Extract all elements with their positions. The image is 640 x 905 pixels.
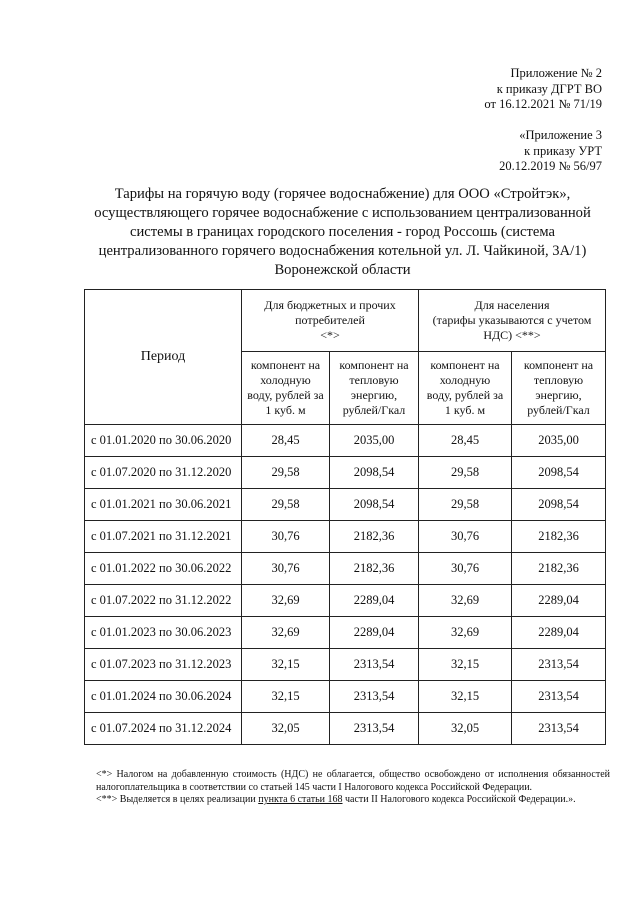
budget-heat-cell: 2035,00	[330, 425, 419, 457]
budget-cold-cell: 30,76	[242, 553, 330, 585]
title-line-2: осуществляющего горячее водоснабжение с использованием централизованной	[94, 205, 591, 221]
population-cold-water-header	[419, 352, 512, 425]
sub-header-text: компонент на	[523, 358, 594, 372]
population-cold-cell: 30,76	[419, 553, 512, 585]
budget-header-line-1: Для бюджетных и прочих	[264, 298, 396, 312]
sub-header-text: холодную	[439, 373, 491, 387]
population-cold-cell: 28,45	[419, 425, 512, 457]
budget-heat-cell: 2289,04	[330, 617, 419, 649]
budget-cold-cell: 28,45	[242, 425, 330, 457]
budget-heat-cell: 2313,54	[330, 681, 419, 713]
period-cell: с 01.07.2023 по 31.12.2023	[85, 649, 242, 681]
tax-code-link[interactable]: пункта 6 статьи 168	[258, 794, 343, 805]
budget-cold-cell: 30,76	[242, 521, 330, 553]
table-row	[85, 617, 606, 649]
period-cell: с 01.07.2022 по 31.12.2022	[85, 585, 242, 617]
sub-header-text: энергию,	[350, 388, 398, 402]
budget-heat-cell: 2313,54	[330, 649, 419, 681]
sub-header-text: энергию,	[535, 388, 582, 402]
period-cell: с 01.07.2024 по 31.12.2024	[85, 713, 242, 745]
population-heat-cell: 2313,54	[512, 713, 606, 745]
population-cold-cell: 29,58	[419, 457, 512, 489]
population-heat-cell: 2098,54	[512, 489, 606, 521]
budget-cold-cell: 32,69	[242, 617, 330, 649]
budget-cold-cell: 29,58	[242, 457, 330, 489]
sub-header-text: воду, рублей за	[247, 388, 324, 402]
appendix-3-reference	[499, 128, 602, 175]
title-line-4: централизованного горячего водоснабжения котельной ул. Л. Чайкиной, 3А/1)	[98, 243, 587, 259]
tariff-rows	[85, 425, 606, 745]
table-row	[85, 457, 606, 489]
population-heat-cell: 2313,54	[512, 681, 606, 713]
population-cold-cell: 32,69	[419, 585, 512, 617]
period-cell: с 01.01.2020 по 30.06.2020	[85, 425, 242, 457]
budget-heat-cell: 2098,54	[330, 457, 419, 489]
population-cold-cell: 32,05	[419, 713, 512, 745]
period-cell: с 01.01.2024 по 30.06.2024	[85, 681, 242, 713]
sub-header-text: 1 куб. м	[265, 403, 306, 417]
appendix-2-reference	[484, 66, 602, 113]
population-heat-cell: 2182,36	[512, 521, 606, 553]
budget-heat-cell: 2098,54	[330, 489, 419, 521]
table-row	[85, 713, 606, 745]
population-cold-cell: 30,76	[419, 521, 512, 553]
title-line-1: Тарифы на горячую воду (горячее водоснабжение) для ООО «Стройтэк»,	[114, 186, 571, 202]
appendix-2-line-1: Приложение № 2	[510, 66, 602, 80]
sub-header-text: воду, рублей за	[426, 388, 504, 402]
period-cell: с 01.01.2022 по 30.06.2022	[85, 553, 242, 585]
sub-header-text: рублей/Гкал	[527, 403, 590, 417]
budget-heat-energy-header	[330, 352, 419, 425]
appendix-3-line-2: к приказу УРТ	[524, 143, 602, 158]
budget-cold-cell: 29,58	[242, 489, 330, 521]
budget-cold-cell: 32,15	[242, 681, 330, 713]
table-row	[85, 489, 606, 521]
period-cell: с 01.01.2023 по 30.06.2023	[85, 617, 242, 649]
sub-header-text: холодную	[260, 373, 311, 387]
budget-cold-cell: 32,15	[242, 649, 330, 681]
title-line-5: Воронежской области	[274, 262, 411, 278]
appendix-3-line-3: 20.12.2019 № 56/97	[499, 159, 602, 173]
population-heat-cell: 2289,04	[512, 585, 606, 617]
budget-heat-cell: 2289,04	[330, 585, 419, 617]
table-row	[85, 649, 606, 681]
budget-consumers-header	[242, 290, 419, 352]
population-heat-energy-header	[512, 352, 606, 425]
table-row	[85, 681, 606, 713]
population-heat-cell: 2035,00	[512, 425, 606, 457]
population-heat-cell: 2289,04	[512, 617, 606, 649]
population-header	[419, 290, 606, 352]
population-heat-cell: 2182,36	[512, 553, 606, 585]
footnote-2-prefix: <**> Выделяется в целях реализации	[96, 794, 259, 805]
footnote-2-suffix: части II Налогового кодекса Российской Федерации.».	[342, 794, 576, 805]
footnote-1: <*> Налогом на добавленную стоимость (НДС) не облагается, общество освобождено от исполнения обязанностей налогоплательщика в соответствии со статьей 145 части I Налогового кодекса Российской Федерации.	[96, 769, 610, 793]
period-cell: с 01.01.2021 по 30.06.2021	[85, 489, 242, 521]
footnote-2	[96, 794, 610, 807]
sub-header-text: тепловую	[349, 373, 399, 387]
budget-cold-cell: 32,69	[242, 585, 330, 617]
budget-heat-cell: 2182,36	[330, 521, 419, 553]
sub-header-text: компонент на	[250, 358, 321, 372]
population-cold-cell: 29,58	[419, 489, 512, 521]
budget-cold-cell: 32,05	[242, 713, 330, 745]
appendix-3-line-1: «Приложение 3	[519, 128, 602, 142]
budget-cold-water-header	[242, 352, 330, 425]
period-header: Период	[85, 290, 242, 425]
sub-header-text: компонент на	[430, 358, 500, 372]
document-title	[70, 185, 615, 280]
period-cell: с 01.07.2020 по 31.12.2020	[85, 457, 242, 489]
population-cold-cell: 32,15	[419, 649, 512, 681]
sub-header-text: 1 куб. м	[444, 403, 486, 417]
appendix-2-line-3: от 16.12.2021 № 71/19	[484, 97, 602, 111]
sub-header-text: компонент на	[339, 358, 409, 372]
period-cell: с 01.07.2021 по 31.12.2021	[85, 521, 242, 553]
budget-header-line-3: <*>	[320, 328, 340, 342]
population-header-line-1: Для населения	[474, 298, 550, 312]
table-row	[85, 425, 606, 457]
sub-header-text: рублей/Гкал	[342, 403, 406, 417]
table-row	[85, 585, 606, 617]
population-cold-cell: 32,69	[419, 617, 512, 649]
table-row	[85, 553, 606, 585]
population-heat-cell: 2313,54	[512, 649, 606, 681]
footnotes	[96, 769, 610, 807]
appendix-2-line-2: к приказу ДГРТ ВО	[496, 81, 602, 96]
population-header-line-3: НДС) <**>	[483, 328, 541, 342]
table-row	[85, 521, 606, 553]
tariff-table	[84, 289, 606, 745]
budget-heat-cell: 2182,36	[330, 553, 419, 585]
sub-header-text: тепловую	[533, 373, 584, 387]
title-line-3: системы в границах городского поселения - город Россошь (система	[130, 224, 555, 240]
population-heat-cell: 2098,54	[512, 457, 606, 489]
population-header-line-2: (тарифы указываются с учетом	[432, 313, 592, 327]
budget-heat-cell: 2313,54	[330, 713, 419, 745]
population-cold-cell: 32,15	[419, 681, 512, 713]
budget-header-line-2: потребителей	[295, 313, 365, 327]
